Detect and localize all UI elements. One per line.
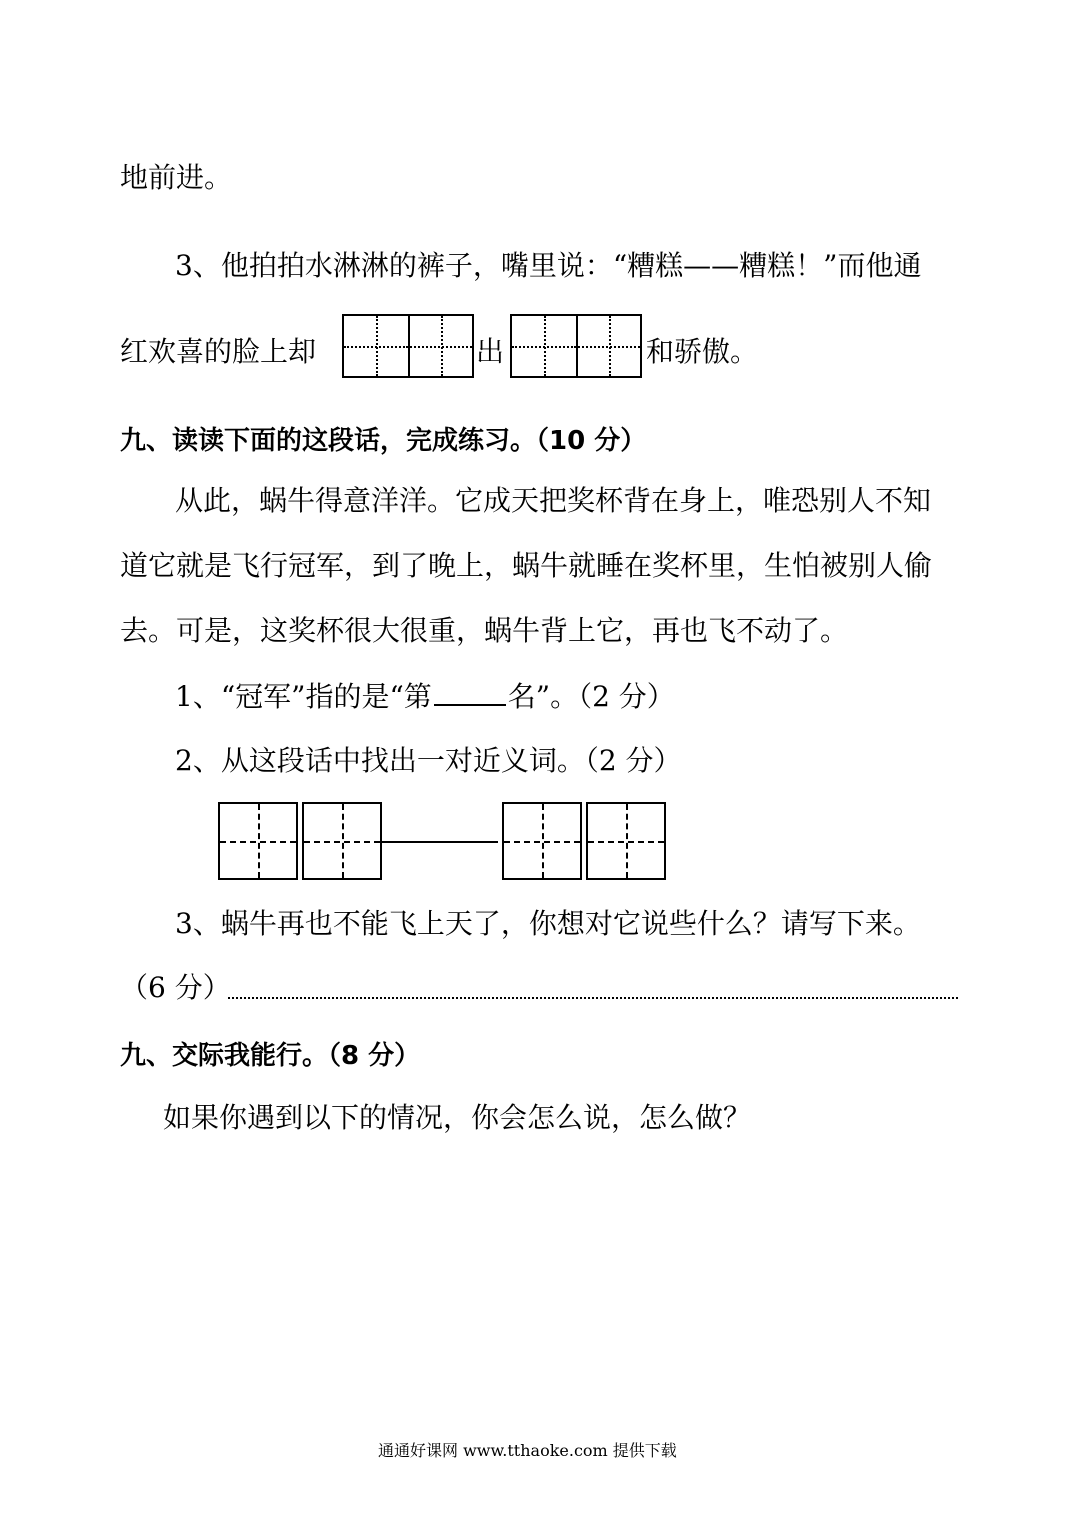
passage-line-2: 道它就是飞行冠军，到了晚上，蜗牛就睡在奖杯里，生怕被别人偷 [120,549,933,582]
question-3-line-2-end: 和骄傲。 [646,335,759,368]
answer-blank[interactable] [434,676,506,706]
text-line-continuation: 地前进。 [120,161,233,194]
answer-box[interactable] [586,802,666,880]
answer-box[interactable] [342,314,410,378]
answer-box[interactable] [510,314,578,378]
synonym-connector-line [382,841,498,843]
synonym-box-right[interactable] [502,802,666,880]
communication-prompt: 如果你遇到以下的情况，你会怎么说，怎么做？ [163,1101,752,1134]
answer-writing-line[interactable] [228,997,958,999]
answer-box[interactable] [576,314,642,378]
passage-line-1: 从此，蜗牛得意洋洋。它成天把奖杯背在身上，唯恐别人不知 [175,484,932,517]
answer-box[interactable] [218,802,298,880]
question-3-score: （6 分） [120,971,231,1004]
passage-line-3: 去。可是，这奖杯很大很重，蜗牛背上它，再也飞不动了。 [120,614,849,647]
section-heading-communication: 九、交际我能行。（8 分） [120,1041,421,1071]
answer-box[interactable] [302,802,382,880]
question-1-suffix: 名”。（2 分） [507,680,675,713]
question-3-line-2-start: 红欢喜的脸上却 [120,335,317,368]
answer-box[interactable] [502,802,582,880]
section-heading-reading: 九、读读下面的这段话，完成练习。（10 分） [120,426,647,456]
question-3-line: 3、他拍拍水淋淋的裤子，嘴里说：“糟糕——糟糕！”而他通 [175,249,922,282]
answer-box[interactable] [408,314,474,378]
question-2: 2、从这段话中找出一对近义词。（2 分） [175,744,682,777]
question-3-connector: 出 [476,335,505,368]
page-footer: 通通好课网 www.tthaoke.com 提供下载 [378,1441,677,1460]
synonym-box-left[interactable] [218,802,382,880]
question-1-prefix: 1、“冠军”指的是“第 [175,680,432,713]
question-3: 3、蜗牛再也不能飞上天了，你想对它说些什么？请写下来。 [175,907,921,940]
answer-box-group-2[interactable] [510,314,642,378]
question-1-start [175,676,675,717]
answer-box-group-1[interactable] [342,314,474,378]
